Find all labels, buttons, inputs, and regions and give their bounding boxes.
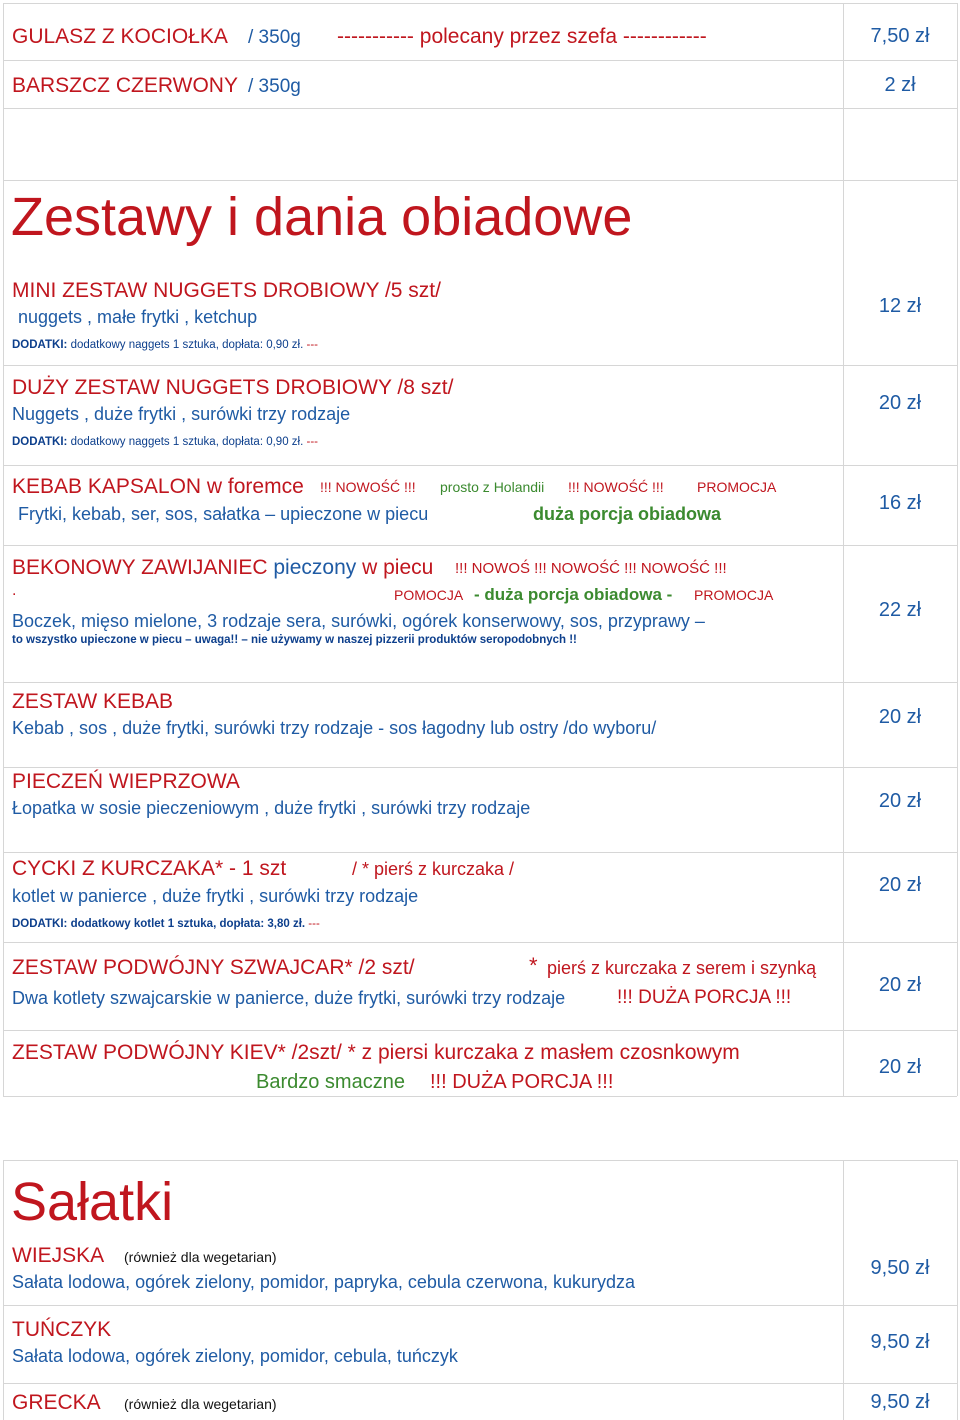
row-line: [3, 465, 957, 466]
asterisk: *: [529, 953, 538, 978]
salad-price: 9,50 zł: [870, 1391, 930, 1413]
salad-name: WIEJSKA: [12, 1244, 105, 1267]
dish-price: 12 zł: [878, 295, 922, 317]
extras-line: [12, 437, 318, 449]
extras-text: dodatkowy kotlet 1 sztuka, dopłata: 3,80 zł.: [70, 918, 306, 930]
extras-line: [12, 919, 320, 931]
dish-subtitle: / * pierś z kurczaka /: [352, 859, 515, 879]
dish-name: KEBAB KAPSALON w foremce: [12, 475, 304, 498]
column-line: [3, 1160, 4, 1420]
row-line: [3, 365, 957, 366]
extras-label: DODATKI:: [12, 436, 68, 448]
dish-price: 20 zł: [878, 974, 922, 996]
new-marker: !!! NOWOŚĆ !!!: [568, 479, 664, 495]
dish-description: Dwa kotlety szwajcarskie w panierce, duże frytki, surówki trzy rodzaje: [12, 988, 566, 1008]
vegetarian-note: (również dla wegetarian): [124, 1396, 277, 1412]
dish-price: 7,50 zł: [870, 25, 930, 47]
note-part: – nie używamy w naszej pizzerii produktów seropodobnych !!: [238, 634, 577, 646]
dish-price: 20 zł: [878, 706, 922, 728]
promo-label: POMOCJA: [394, 587, 464, 603]
row-line: [3, 180, 957, 181]
promo-label: PROMOCJA: [697, 479, 777, 495]
dish-price: 20 zł: [878, 790, 922, 812]
origin-note: prosto z Holandii: [440, 479, 545, 495]
dish-weight: / 350g: [248, 27, 301, 48]
salad-price: 9,50 zł: [870, 1257, 930, 1279]
row-line: [3, 1383, 957, 1384]
row-line: [3, 1160, 957, 1161]
new-marker: !!! NOWOŚ !!! NOWOŚĆ !!! NOWOŚĆ !!!: [455, 560, 727, 577]
row-line: [3, 942, 957, 943]
extras-label: DODATKI:: [12, 339, 68, 351]
note-part: to wszystko upieczone w piecu – uwaga!!: [12, 634, 239, 646]
salad-price: 9,50 zł: [870, 1331, 930, 1353]
dot: .: [12, 582, 17, 599]
dish-name: GULASZ Z KOCIOŁKA: [12, 25, 228, 48]
piece-note: [12, 635, 577, 647]
dish-name: ZESTAW PODWÓJNY KIEV* /2szt/ * z piersi kurczaka z masłem czosnkowym: [12, 1041, 740, 1064]
row-line: [3, 1030, 957, 1031]
column-line: [957, 1160, 958, 1420]
promo-label: PROMOCJA: [694, 587, 774, 603]
extras-label: DODATKI:: [12, 918, 68, 930]
extras-dash: ---: [305, 918, 320, 930]
dish-name: ZESTAW PODWÓJNY SZWAJCAR* /2 szt/: [12, 956, 415, 979]
new-marker: !!! NOWOŚĆ !!!: [320, 479, 416, 495]
dish-name-part: w piecu: [362, 556, 434, 579]
dish-price: 20 zł: [878, 874, 922, 896]
row-line: [3, 545, 957, 546]
chef-recommendation: ----------- polecany przez szefa ------------: [337, 25, 707, 48]
dish-name-part: pieczony: [273, 556, 357, 579]
dish-weight: / 350g: [248, 76, 301, 97]
row-line: [3, 767, 957, 768]
dish-name: CYCKI Z KURCZAKA* - 1 szt: [12, 857, 287, 880]
dish-subtitle: pierś z kurczaka z serem i szynką: [547, 958, 817, 978]
big-portion-note: !!! DUŻA PORCJA !!!: [617, 987, 792, 1008]
dish-description: Łopatka w sosie pieczeniowym , duże frytki , surówki trzy rodzaje: [12, 798, 531, 818]
extras-dash: ---: [303, 339, 318, 351]
dish-name: BARSZCZ CZERWONY: [12, 74, 238, 97]
dish-description: Kebab , sos , duże frytki, surówki trzy rodzaje - sos łagodny lub ostry /do wyboru/: [12, 718, 657, 738]
row-line: [3, 3, 957, 4]
dish-name: DUŻY ZESTAW NUGGETS DROBIOWY /8 szt/: [12, 376, 454, 399]
row-line: [3, 108, 957, 109]
dish-name: ZESTAW KEBAB: [12, 690, 174, 713]
column-line: [843, 3, 844, 1096]
extras-text: dodatkowy naggets 1 sztuka, dopłata: 0,90 zł.: [70, 436, 304, 448]
dish-price: 16 zł: [878, 492, 922, 514]
row-line: [3, 1305, 957, 1306]
salad-name: TUŃCZYK: [12, 1318, 112, 1341]
portion-note: duża porcja obiadowa: [533, 504, 722, 524]
salad-description: Sałata lodowa, ogórek zielony, pomidor, cebula, tuńczyk: [12, 1346, 458, 1366]
dish-description: Boczek, mięso mielone, 3 rodzaje sera, surówki, ogórek konserwowy, sos, przyprawy –: [12, 611, 705, 631]
portion-note: - duża porcja obiadowa -: [474, 585, 673, 604]
dish-description: Bardzo smaczne: [256, 1071, 405, 1093]
vegetarian-note: (również dla wegetarian): [124, 1249, 277, 1265]
dish-price: 20 zł: [878, 392, 922, 414]
column-line: [843, 1160, 844, 1420]
row-line: [3, 682, 957, 683]
section-heading: Sałatki: [11, 1172, 174, 1232]
extras-line: [12, 340, 318, 352]
dish-price: 2 zł: [884, 74, 916, 96]
dish-name: PIECZEŃ WIEPRZOWA: [12, 770, 240, 793]
dish-description: nuggets , małe frytki , ketchup: [18, 307, 258, 327]
salad-description: Sałata lodowa, ogórek zielony, pomidor, papryka, cebula czerwona, kukurydza: [12, 1272, 636, 1292]
row-line: [3, 1096, 957, 1097]
dish-name: [12, 557, 433, 578]
dish-description: Frytki, kebab, ser, sos, sałatka – upieczone w piecu: [18, 504, 429, 524]
column-line: [957, 3, 958, 1096]
salad-name: GRECKA: [12, 1391, 101, 1414]
extras-text: dodatkowy naggets 1 sztuka, dopłata: 0,90 zł.: [70, 339, 304, 351]
dish-price: 20 zł: [878, 1056, 922, 1078]
row-line: [3, 852, 957, 853]
dish-name: MINI ZESTAW NUGGETS DROBIOWY /5 szt/: [12, 279, 441, 302]
dish-description: Nuggets , duże frytki , surówki trzy rodzaje: [12, 404, 351, 424]
dish-price: 22 zł: [878, 599, 922, 621]
row-line: [3, 60, 957, 61]
dish-name-part: BEKONOWY ZAWIJANIEC: [12, 556, 268, 579]
extras-dash: ---: [303, 436, 318, 448]
section-heading: Zestawy i dania obiadowe: [11, 187, 633, 247]
big-portion-note: !!! DUŻA PORCJA !!!: [430, 1071, 614, 1093]
column-line: [3, 3, 4, 1096]
dish-description: kotlet w panierce , duże frytki , surówki trzy rodzaje: [12, 886, 419, 906]
